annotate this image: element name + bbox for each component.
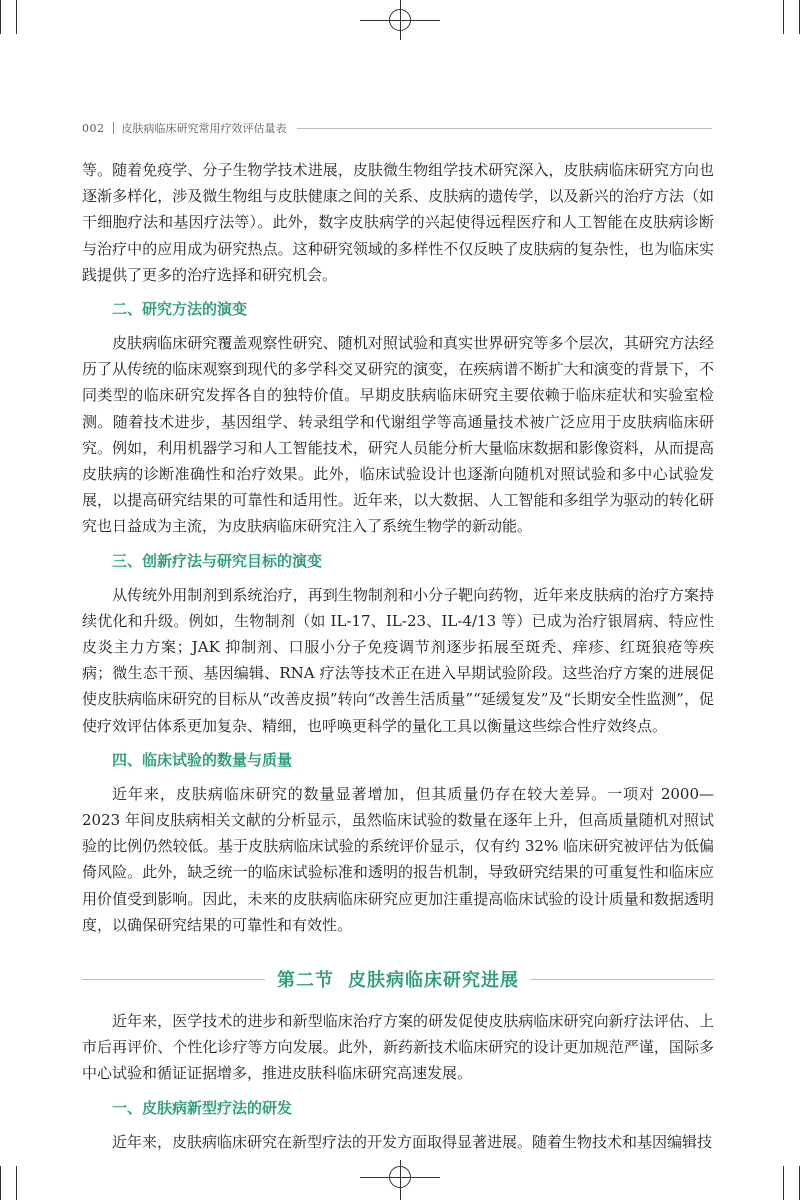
crop-mark (0, 1166, 1, 1200)
section-rule-right (531, 979, 714, 980)
paragraph-innovative-therapy: 从传统外用制剂到系统治疗，再到生物制剂和小分子靶向药物，近年来皮肤病的治疗方案持续优化和升级。例如，生物制剂（如 IL-17、IL-23、IL-4/13 等）已成为治疗银屑病、特应性皮炎主力方案；JAK 抑制剂、口服小分子免疫调节剂逐步拓展至斑秃、痒疹、红斑狼疮等疾病；微生态干预、基因编辑、RNA 疗法等技术正在进入早期试验阶段。这些治疗方案的进展促使皮肤病临床研究的目标从“改善皮损”转向“改善生活质量”“延缓复发”及“长期安全性监测”，促使疗效评估体系更加复杂、精细，也呼唤更科学的量化工具以衡量这些综合性疗效终点。 (82, 585, 714, 735)
running-header (82, 118, 712, 138)
page-number: 002 (82, 121, 105, 135)
section-label: 第二节 (277, 970, 334, 992)
crop-mark (16, 1166, 17, 1200)
heading-new-therapies: 一、皮肤病新型疗法的研发 (112, 1098, 293, 1117)
paragraph-new-therapies: 近年来，皮肤病临床研究在新型疗法的开发方面取得显著进展。随着生物技术和基因编辑技 (112, 1132, 713, 1151)
section-rule-left (82, 979, 265, 980)
paragraph-continuation: 等。随着免疫学、分子生物学技术进展，皮肤微生物组学技术研究深入，皮肤病临床研究方向也逐渐多样化，涉及微生物组与皮肤健康之间的关系、皮肤病的遗传学，以及新兴的治疗方法（如干细胞疗法和基因疗法等）。此外，数字皮肤病学的兴起使得远程医疗和人工智能在皮肤病诊断与治疗中的应用成为研究热点。这种研究领域的多样性不仅反映了皮肤病的复杂性，也为临床实践提供了更多的治疗选择和研究机会。 (82, 161, 714, 284)
book-title: 皮肤病临床研究常用疗效评估量表 (121, 122, 287, 135)
crop-mark (16, 0, 17, 34)
section-heading (82, 964, 714, 994)
paragraph-trial-quantity-quality: 近年来，皮肤病临床研究的数量显著增加，但其质量仍存在较大差异。一项对 2000—2023 年间皮肤病相关文献的分析显示，虽然临床试验的数量在逐年上升，但高质量随机对照试验的比例仍然较低。基于皮肤病临床试验的系统评价显示，仅有约 32% 临床研究被评估为低偏倚风险。此外，缺乏统一的临床试验标准和透明的报告机制，导致研究结果的可重复性和临床应用价值受到影响。因此，未来的皮肤病临床研究应更加注重提高临床试验的设计质量和数据透明度，以确保研究结果的可靠性和有效性。 (82, 784, 714, 934)
header-divider (113, 122, 114, 134)
page-body (82, 157, 714, 1155)
registration-mark-line (400, 1160, 401, 1200)
registration-mark-line (400, 0, 401, 40)
crop-mark (0, 0, 1, 34)
paragraph-research-methods: 皮肤病临床研究覆盖观察性研究、随机对照试验和真实世界研究等多个层次，其研究方法经历了从传统的临床观察到现代的多学科交叉研究的演变，在疾病谱不断扩大和演变的背景下，不同类型的临床研究发挥各自的独特价值。早期皮肤病临床研究主要依赖于临床症状和实验室检测。随着技术进步，基因组学、转录组学和代谢组学等高通量技术被广泛应用于皮肤病临床研究。例如，利用机器学习和人工智能技术，研究人员能分析大量临床数据和影像资料，从而提高皮肤病的诊断准确性和治疗效果。此外，临床试验设计也逐渐向随机对照试验和多中心试验发展，以提高研究结果的可靠性和适用性。近年来，以大数据、人工智能和多组学为驱动的转化研究也日益成为主流，为皮肤病临床研究注入了系统生物学的新动能。 (82, 334, 714, 536)
heading-trial-quantity-quality: 四、临床试验的数量与质量 (112, 750, 293, 769)
header-rule (297, 128, 713, 129)
section-title (265, 966, 531, 992)
heading-research-methods: 二、研究方法的演变 (112, 300, 248, 319)
heading-innovative-therapy: 三、创新疗法与研究目标的演变 (112, 551, 323, 570)
section-title-text: 皮肤病临床研究进展 (348, 970, 519, 992)
paragraph-section-intro: 近年来，医学技术的进步和新型临床治疗方案的研发促使皮肤病临床研究向新疗法评估、上市后再评价、个性化诊疗等方向发展。此外，新药新技术临床研究的设计更加规范严谨，国际多中心试验和循证证据增多，推进皮肤科临床研究高速发展。 (82, 1012, 714, 1083)
crop-mark (783, 1166, 784, 1200)
crop-mark (783, 0, 784, 34)
